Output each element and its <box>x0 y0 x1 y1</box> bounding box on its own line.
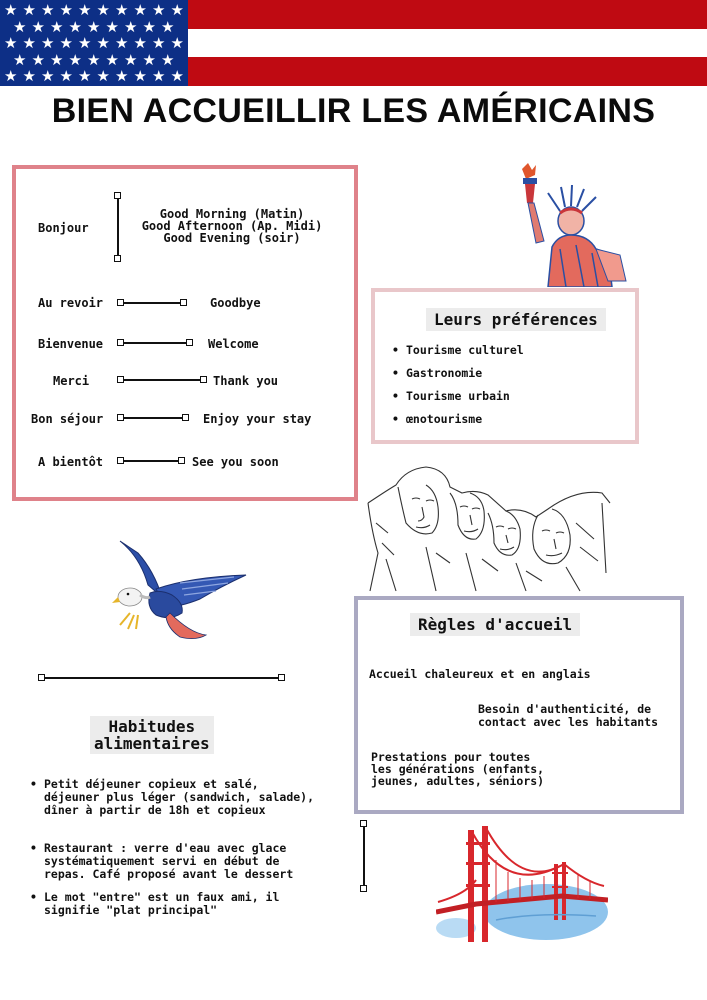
flag-star-icon: ★ <box>170 1 184 19</box>
flag-star-icon: ★ <box>152 34 166 52</box>
flag-star-icon: ★ <box>4 67 18 85</box>
flag-star-icon: ★ <box>50 50 64 69</box>
flag-star-icon: ★ <box>4 1 18 19</box>
flag-star-icon: ★ <box>133 1 147 19</box>
flag-star-icon: ★ <box>41 34 55 52</box>
list-item-line: dîner à partir de 18h et copieux <box>44 803 266 817</box>
flag-star-icon: ★ <box>105 50 119 69</box>
flag-star-icon: ★ <box>4 34 18 52</box>
flag-star-icon: ★ <box>161 17 175 36</box>
phrase-fr: Merci <box>53 374 90 388</box>
flag-star-icon: ★ <box>87 17 101 36</box>
preferences-list <box>392 343 524 426</box>
flag-star-icon: ★ <box>124 17 138 36</box>
phrase-en: Welcome <box>208 337 259 351</box>
habits-heading-line: Habitudes <box>108 717 196 736</box>
rule-text <box>371 751 544 787</box>
flag-star-icon: ★ <box>59 34 73 52</box>
list-item <box>30 778 314 817</box>
connector-node <box>38 674 45 681</box>
flag-star-icon: ★ <box>152 1 166 19</box>
list-item <box>30 842 314 881</box>
phrase-fr: Au revoir <box>38 296 104 310</box>
connector-node <box>114 192 121 199</box>
phrase-en: Goodbye <box>210 296 261 310</box>
rule-line: Prestations pour toutes <box>371 750 531 764</box>
flag-star-icon: ★ <box>31 17 45 36</box>
habits-heading-line: alimentaires <box>94 734 210 753</box>
list-item-line: systématiquement servi en début de <box>44 854 280 868</box>
flag-star-icon: ★ <box>68 50 82 69</box>
connector-node <box>186 339 193 346</box>
phrase-en-line: Good Afternoon (Ap. Midi) <box>141 219 323 233</box>
list-item <box>30 891 314 917</box>
flag-star-icon: ★ <box>13 50 27 69</box>
connector-node <box>117 457 124 464</box>
connector-node <box>114 255 121 262</box>
habits-list <box>30 778 314 917</box>
phrase-fr: Bon séjour <box>31 412 104 426</box>
flag-canton <box>0 0 188 86</box>
list-item: • Tourisme urbain <box>392 389 524 403</box>
preferences-heading: Leurs préférences <box>426 308 606 331</box>
list-item: • œnotourisme <box>392 412 524 426</box>
connector-node <box>360 820 367 827</box>
phrase-en: Thank you <box>213 374 279 388</box>
flag-star-icon: ★ <box>31 50 45 69</box>
flag-star-icon: ★ <box>152 67 166 85</box>
flag-star-icon: ★ <box>96 34 110 52</box>
flag-star-icon: ★ <box>133 67 147 85</box>
phrase-en: See you soon <box>192 455 279 469</box>
phrase-en: Enjoy your stay <box>203 412 312 426</box>
phrase-fr: A bientôt <box>38 455 104 469</box>
connector-line <box>124 379 200 381</box>
connector-line <box>45 677 278 679</box>
us-flag-banner <box>0 0 707 86</box>
flag-star-icon: ★ <box>22 1 36 19</box>
connector-line <box>124 302 180 304</box>
flag-star-icon: ★ <box>59 67 73 85</box>
connector-node <box>117 414 124 421</box>
statue-of-liberty-illustration <box>508 163 640 287</box>
rule-text: Accueil chaleureux et en anglais <box>369 667 591 681</box>
connector-node <box>180 299 187 306</box>
phrase-fr-bonjour: Bonjour <box>38 221 89 235</box>
list-item: • Gastronomie <box>392 366 524 380</box>
connector-node <box>182 414 189 421</box>
rules-heading: Règles d'accueil <box>410 613 580 636</box>
connector-node <box>117 339 124 346</box>
connector-line <box>117 199 119 256</box>
connector-node <box>178 457 185 464</box>
flag-star-icon: ★ <box>41 67 55 85</box>
flag-star-icon: ★ <box>115 67 129 85</box>
connector-node <box>117 376 124 383</box>
connector-node <box>200 376 207 383</box>
flag-star-icon: ★ <box>161 50 175 69</box>
connector-node <box>278 674 285 681</box>
flag-star-icon: ★ <box>115 34 129 52</box>
phrase-fr: Bienvenue <box>38 337 104 351</box>
mount-rushmore-illustration <box>366 463 612 593</box>
flag-star-icon: ★ <box>133 34 147 52</box>
connector-node <box>117 299 124 306</box>
flag-star-icon: ★ <box>13 17 27 36</box>
list-item: • Tourisme culturel <box>392 343 524 357</box>
list-item-line: repas. Café proposé avant le dessert <box>44 867 294 881</box>
flag-star-icon: ★ <box>96 1 110 19</box>
flag-star-icon: ★ <box>41 1 55 19</box>
flag-star-icon: ★ <box>124 50 138 69</box>
flag-star-icon: ★ <box>78 1 92 19</box>
flag-star-icon: ★ <box>22 34 36 52</box>
list-item-line: signifie "plat principal" <box>44 903 218 917</box>
flag-star-icon: ★ <box>96 67 110 85</box>
rule-line: Besoin d'authenticité, de <box>478 702 652 716</box>
flag-star-icon: ★ <box>22 67 36 85</box>
flag-star-icon: ★ <box>50 17 64 36</box>
list-item-line: • Le mot "entre" est un faux ami, il <box>44 890 280 904</box>
flag-star-icon: ★ <box>170 67 184 85</box>
flag-star-icon: ★ <box>142 50 156 69</box>
connector-line <box>124 460 178 462</box>
rule-line: jeunes, adultes, séniors) <box>371 774 545 788</box>
flag-star-icon: ★ <box>170 34 184 52</box>
habits-heading <box>90 716 214 754</box>
phrase-en-bonjour <box>132 208 332 244</box>
golden-gate-bridge-illustration <box>436 820 608 946</box>
connector-line <box>124 342 186 344</box>
phrase-en-line: Good Morning (Matin) <box>159 207 305 221</box>
list-item-line: • Petit déjeuner copieux et salé, <box>44 777 259 791</box>
rule-line: les générations (enfants, <box>371 762 545 776</box>
bald-eagle-illustration <box>110 537 248 645</box>
flag-star-icon: ★ <box>105 17 119 36</box>
flag-star-icon: ★ <box>142 17 156 36</box>
connector-line <box>363 827 365 886</box>
flag-star-icon: ★ <box>87 50 101 69</box>
flag-star-icon: ★ <box>59 1 73 19</box>
phrase-en-line: Good Evening (soir) <box>163 231 301 245</box>
rule-text <box>478 703 658 729</box>
connector-line <box>124 417 182 419</box>
flag-star-icon: ★ <box>68 17 82 36</box>
flag-star-icon: ★ <box>115 1 129 19</box>
connector-node <box>360 885 367 892</box>
list-item-line: déjeuner plus léger (sandwich, salade), <box>44 790 315 804</box>
list-item-line: • Restaurant : verre d'eau avec glace <box>44 841 287 855</box>
flag-star-icon: ★ <box>78 67 92 85</box>
page-title: BIEN ACCUEILLIR LES AMÉRICAINS <box>51 92 656 130</box>
flag-star-icon: ★ <box>78 34 92 52</box>
rule-line: contact avec les habitants <box>478 715 659 729</box>
